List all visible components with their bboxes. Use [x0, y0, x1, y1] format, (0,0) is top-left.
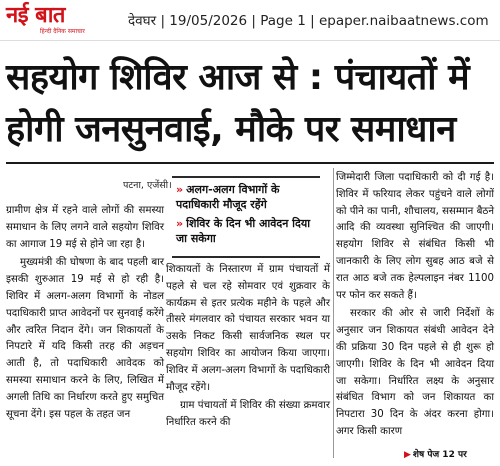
headline [6, 52, 494, 156]
article-column-2 [166, 262, 330, 434]
highlight-box [172, 176, 320, 258]
article-column-3 [336, 170, 494, 443]
headline-rule [6, 162, 494, 164]
paragraph: ग्राम पंचायतों में शिविर की संख्या क्रमवार निर्धारित करने की [166, 400, 330, 429]
arrow-icon: ▶ [404, 450, 411, 460]
paragraph: शिकायतों के निस्तारण में ग्राम पंचायतों में पहले से चल रहे सोमवार एवं शुक्रवार के कार्यक्रम से इतर प्रत्येक महीने के पहले और तीसरे मंगलवार को पंचायत सरकार भवन या उसके निकट किसी सार्वजनिक स्थल पर सहयोग शिविर का आयोजन किया जाएगा। शिविर में अलग-अलग विभागों के पदाधिकारी मौजूद रहेंगे। [166, 264, 330, 393]
logo-text: नई बात [6, 2, 65, 28]
headline-line-1: सहयोग शिविर आज से : पंचायतों में [6, 57, 470, 98]
paragraph: सरकार की ओर से जारी निर्देशों के अनुसार जन शिकायत संबंधी आवेदन देने की प्रक्रिया 30 दिन पहले से ही शुरू हो जाएगी। शिविर के दिन भी आवेदन दिया जा सकेगा। निर्धारित लक्ष्य के अनुसार संबंधित विभाग को जन शिकायत का निपटारा 30 दिन के अंदर करना होगा। अगर किसी कारण [336, 308, 494, 437]
paragraph: ग्रामीण क्षेत्र में रहने वाले लोगों की समस्या समाधान के लिए लगने वाले सहयोग शिविर का आगाज 19 मई से होने जा रहा है। [6, 205, 164, 250]
highlight-text: शिविर के दिन भी आवेदन दिया जा सकेगा [176, 217, 311, 245]
article-column-1 [6, 203, 164, 425]
logo-tagline: हिन्दी दैनिक समाचार [40, 28, 85, 35]
highlight-item [176, 182, 316, 212]
continued-text: शेष पेज 12 पर [412, 450, 467, 460]
double-arrow-icon: » [176, 217, 184, 230]
headline-line-2: होगी जनसुनवाई, मौके पर समाधान [6, 109, 456, 150]
dateline: पटना, एजेंसी। [123, 180, 172, 191]
column-divider [333, 168, 334, 458]
paragraph: मुख्यमंत्री की घोषणा के बाद पहली बार इसकी शुरुआत 19 मई से हो रही है। शिविर में अलग-अलग विभागों के नोडल पदाधिकारी प्राप्त आवेदनों पर सुनवाई करेंगे और त्वरित निदान देंगे। जन शिकायतों के निपटारे में यदि किसी तरह की अड़चन आती है, तो पदाधिकारी आवेदक को समस्या समाधान करने के लिए, लिखित में अगली तिथि का निर्धारण करते हुए समुचित सूचना देंगे। इस पहल के तहत जन [6, 257, 164, 420]
newspaper-logo[interactable] [6, 3, 118, 37]
highlight-text: अलग-अलग विभागों के पदाधिकारी मौजूद रहेंगे [176, 183, 280, 211]
continued-link[interactable] [404, 447, 467, 460]
masthead [0, 0, 500, 41]
paragraph: जिम्मेदारी जिला पदाधिकारी को दी गई है। शिविर में फरियाद लेकर पहुंचने वाले लोगों को पीने का पानी, शौचालय, ससम्मान बैठने आदि की व्यवस्था सुनिश्चित की जाएगी। सहयोग शिविर से संबंधित किसी भी जानकारी के लिए लोग सुबह आठ बजे से रात आठ बजे तक हेल्पलाइन नंबर 1100 पर फोन कर सकते हैं। [336, 172, 494, 301]
edition-info: देवघर | 19/05/2026 | Page 1 | epaper.naibaatnews.com [128, 13, 489, 29]
double-arrow-icon: » [176, 183, 184, 196]
highlight-item [176, 216, 316, 246]
